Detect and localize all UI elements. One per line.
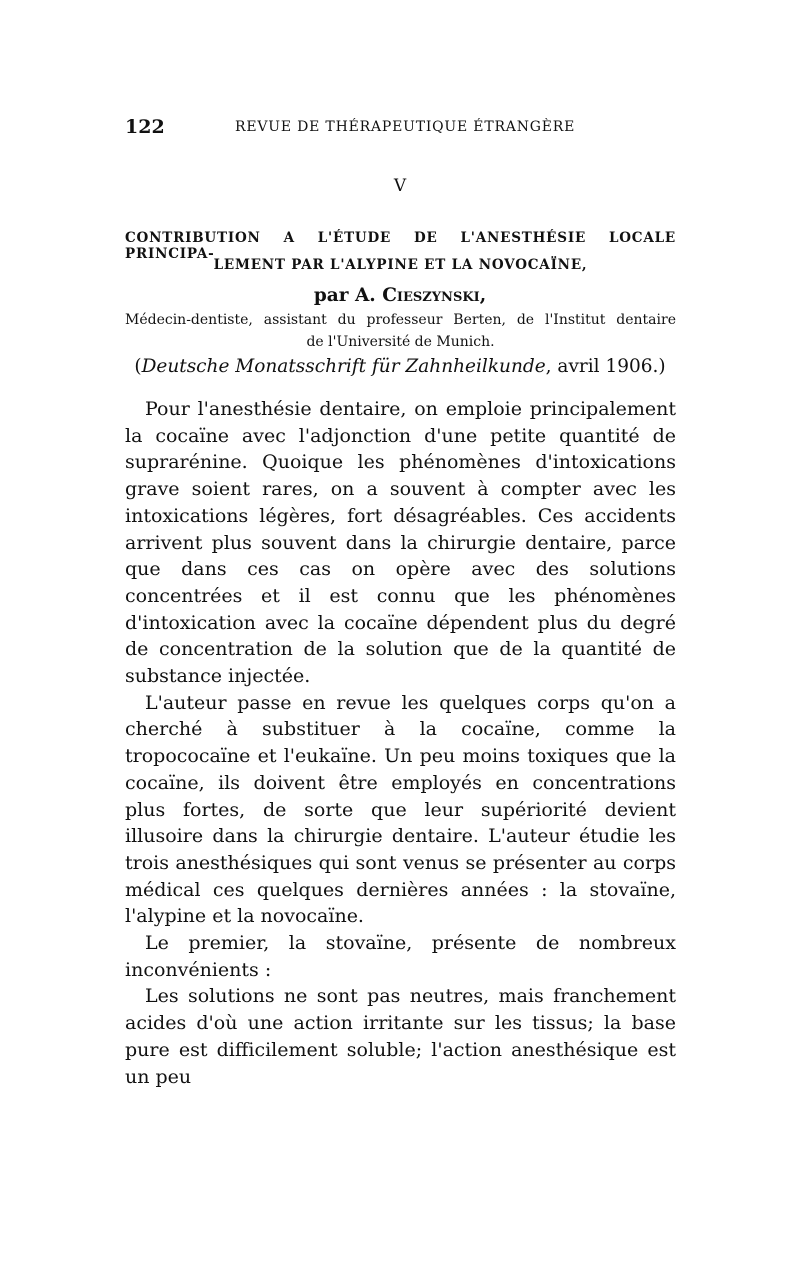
running-title: REVUE DE THÉRAPEUTIQUE ÉTRANGÈRE — [235, 119, 576, 135]
author-name: Cieszynski, — [382, 285, 487, 306]
article-title-line-1: CONTRIBUTION A L'ÉTUDE DE L'ANESTHÉSIE LOCALE PRINCIPA- — [125, 230, 676, 262]
section-number: V — [393, 176, 407, 196]
author-affiliation-line-1: Médecin-dentiste, assistant du professeur Berten, de l'Institut dentaire — [125, 312, 676, 328]
paragraph: L'auteur passe en revue les quelques corps qu'on a cherché à substituer à la cocaïne, comme la tropococaïne et l'eukaïne. Un peu moins toxiques que la cocaïne, ils doivent être employés en concentrations plus fortes, de sorte que leur supériorité devient illusoire dans la chirurgie dentaire. L'auteur étudie les trois anesthésiques qui sont venus se présenter au corps médical ces quelques dernières années : la stovaïne, l'alypine et la novocaïne. — [125, 691, 676, 928]
author-line — [0, 285, 800, 306]
source-citation — [0, 356, 800, 377]
page-header — [125, 116, 676, 140]
paragraph: Pour l'anesthésie dentaire, on emploie principalement la cocaïne avec l'adjonction d'une petite quantité de suprarénine. Quoique les phénomènes d'intoxications grave soient rares, on a souvent à compter avec les intoxications légères, fort désagréables. Ces accidents arrivent plus souvent dans la chirurgie dentaire, parce que dans ces cas on opère avec des solutions concentrées et il est connu que les phénomènes d'intoxication avec la cocaïne dépendent plus du degré de concentration de la solution que de la quantité de substance injectée. — [125, 398, 676, 688]
page-number: 122 — [125, 116, 165, 138]
author-prefix: par A. — [313, 285, 383, 306]
paragraph: Les solutions ne sont pas neutres, mais franchement acides d'où une action irritante sur les tissus; la base pure est difficilement soluble; l'action anesthésique est un peu — [125, 985, 676, 1088]
source-date: , avril 1906.) — [545, 356, 666, 377]
article-title-line-2: LEMENT PAR L'ALYPINE ET LA NOVOCAÏNE, — [213, 257, 588, 273]
source-open-paren: ( — [134, 356, 142, 377]
article-body — [125, 396, 676, 1090]
paragraph: Le premier, la stovaïne, présente de nombreux inconvénients : — [125, 932, 676, 981]
source-journal: Deutsche Monatsschrift für Zahnheilkunde — [141, 356, 546, 377]
author-affiliation-line-2: de l'Université de Munich. — [306, 334, 495, 350]
